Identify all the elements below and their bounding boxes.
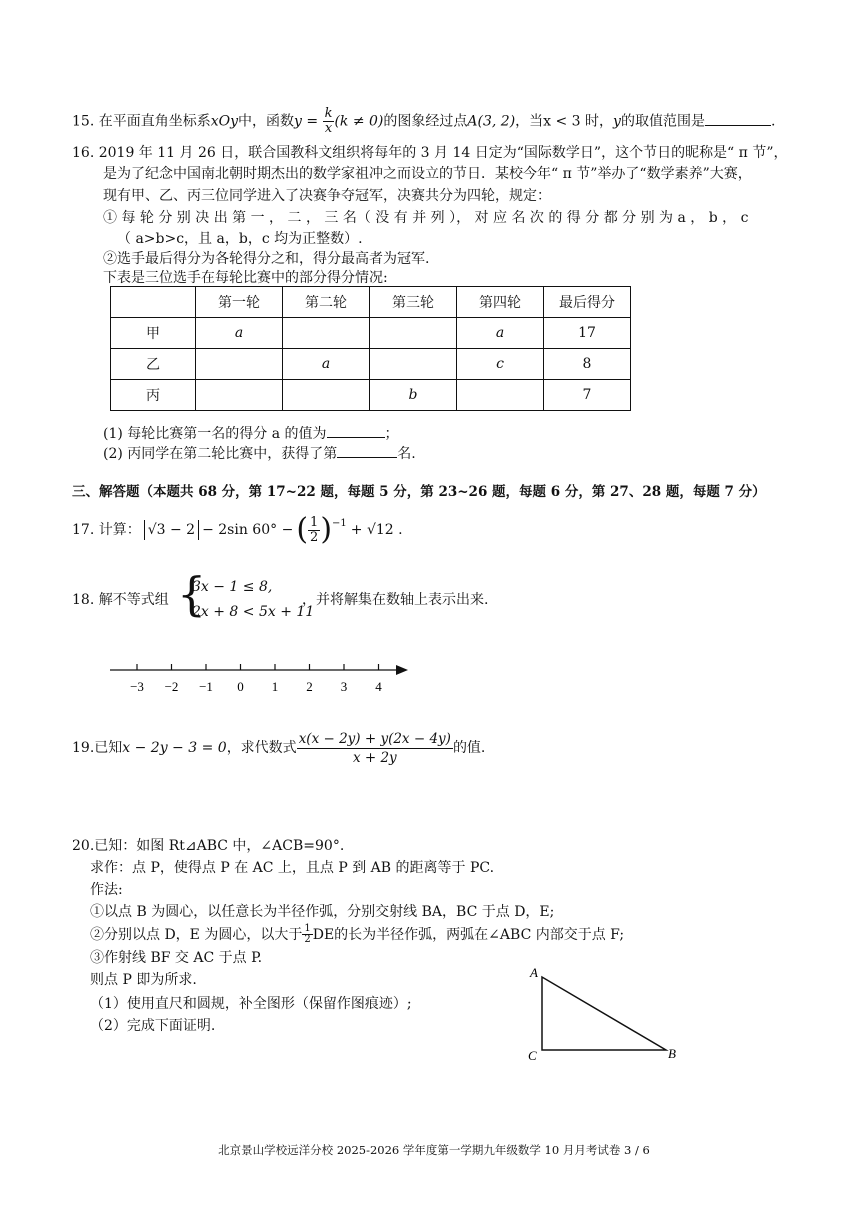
table-row [111,349,631,380]
q16-sub-1-text: (1) 每轮比赛第一名的得分 a 的值为 [103,426,327,442]
q17-mid: − 2sin 60° − [202,522,294,538]
table-cell [196,380,283,411]
table-cell: 7 [544,380,631,411]
q17-exponent: −1 [332,518,347,529]
q15-text-mid: 中，函数 [238,113,295,130]
q20-text-1: 已知：如图 Rt⊿ABC 中，∠ACB=90°. [94,838,345,854]
question-17 [72,514,403,546]
q20-step-2-fraction [302,924,312,945]
q20-step-2-den: 2 [304,934,311,945]
table-cell [370,318,457,349]
table-cell [457,380,544,411]
q17-left-paren: ( [296,512,309,547]
number-line-arrow [396,665,408,675]
q15-answer-blank[interactable] [705,111,771,126]
label-c: C [528,1048,537,1062]
triangle-abc [542,977,666,1050]
q15-func-den: x [324,121,333,136]
table-cell [283,318,370,349]
q16-sub-2-blank[interactable] [337,443,397,458]
q16-sub-2-end: 名. [397,446,416,462]
q19-number: 19. [72,740,95,756]
q16-rule-2: ②选手最后得分为各轮得分之和，得分最高者为冠军. [103,251,430,267]
q17-fraction [308,516,320,545]
q19-post: 的值. [452,740,486,756]
q20-step-2-num: 1 [304,923,311,934]
q17-frac-den: 2 [310,529,319,545]
q20-sub-2: （2）完成下面证明. [90,1018,216,1034]
q16-table-intro: 下表是三位选手在每轮比赛中的部分得分情况: [103,270,388,286]
q17-label: 计算： [98,522,141,538]
q18-ineq-1: 3x − 1 ≤ 8, [192,579,273,595]
table-row [111,380,631,411]
q19-fraction [297,730,453,767]
table-cell: a [457,318,544,349]
section-3-heading: 三、解答题（本题共 68 分，第 17~22 题，每题 5 分，第 23~26 题，每题 6 分，第 27、28 题，每题 7 分） [72,484,766,500]
q20-step-2 [90,924,624,945]
q18-post: ，并将解集在数轴上表示出来. [302,592,489,608]
table-cell [196,349,283,380]
q20-line-3: 作法: [90,882,123,898]
table-cell: c [457,349,544,380]
q15-func-lhs: y = [294,113,319,130]
table-cell: 甲 [111,318,196,349]
table-cell: a [283,349,370,380]
table-cell [283,380,370,411]
q17-number: 17. [72,522,95,538]
q16-rule-1-cont: （ a>b>c，且 a，b，c 均为正整数）. [117,231,363,247]
table-cell [370,349,457,380]
q16-number: 16. [72,145,95,161]
q19-cond: x − 2y − 3 = 0 [122,740,227,756]
q16-line-1 [72,143,787,163]
label-b: B [668,1046,676,1061]
number-line-ticks [130,664,382,694]
q15-coord: xOy [210,113,239,130]
q20-step-1: ①以点 B 为圆心，以任意长为半径作弧，分别交射线 BA，BC 于点 D，E; [90,904,555,920]
table-header-cell: 第三轮 [370,287,457,318]
number-line [100,658,420,700]
table-row [111,318,631,349]
q19-frac-den: x + 2y [352,749,397,766]
q16-sub-1-blank[interactable] [327,423,385,438]
q20-result: 则点 P 即为所求. [90,972,197,988]
q19-pre: 已知 [94,740,123,756]
q16-line-3: 现有甲、乙、丙三位同学进入了决赛争夺冠军，决赛共分为四轮，规定： [103,188,551,204]
q17-right-paren: ) [320,512,333,547]
number-line-tick-label: −3 [130,679,144,694]
q16-rule-1: ① 每 轮 分 别 决 出 第 一 ， 二 ， 三 名（ 没 有 并 列 ）， 对 应 名 次 的 得 分 都 分 别 为 a ， b ， c [103,210,749,226]
q20-line-2: 求作：点 P，使得点 P 在 AC 上，且点 P 到 AB 的距离等于 PC. [90,860,495,876]
q18-label: 解不等式组 [98,592,169,608]
q15-yvar: y [613,113,621,130]
q15-ask: 的取值范围是 [620,113,705,130]
q20-sub-1: （1）使用直尺和圆规，补全图形（保留作图痕迹）; [90,996,412,1012]
q15-text-pre: 在平面直角坐标系 [98,113,211,130]
q16-sub-1-end: ； [384,426,399,442]
q17-tail: + √12 . [350,522,403,538]
table-header-cell: 第一轮 [196,287,283,318]
table-cell: a [196,318,283,349]
q20-step-2-post: DE的长为半径作弧，两弧在∠ABC 内部交于点 F; [312,926,625,943]
number-line-tick-label: −2 [164,679,179,694]
q18-brace: { [177,567,207,621]
q18-number: 18. [72,592,95,608]
q18-number-label [72,590,169,610]
q15-cond: ，当x < 3 时， [515,113,614,130]
table-header-cell [111,287,196,318]
q20-step-3: ③作射线 BF 交 AC 于点 P. [90,950,263,966]
q19-mid: ，求代数式 [226,740,297,756]
q15-func-cond: (k ≠ 0) [334,113,384,130]
table-header-cell: 第四轮 [457,287,544,318]
q16-text-1: 2019 年 11 月 26 日，联合国教科文组织将每年的 3 月 14 日定为“国际数学日”，这个节日的昵称是“ π 节”， [98,145,788,161]
q16-sub-2-text: (2) 丙同学在第二轮比赛中，获得了第 [103,446,338,462]
number-line-tick-label: 1 [271,679,279,694]
q20-number: 20. [72,838,95,854]
q15-number: 15. [72,113,95,130]
q18-ineq-2: 2x + 8 < 5x + 11 [192,604,315,620]
table-header-cell: 第二轮 [283,287,370,318]
table-cell: 8 [544,349,631,380]
table-header-cell: 最后得分 [544,287,631,318]
number-line-tick-label: 4 [375,679,382,694]
label-a: A [530,965,538,980]
q16-sub-2 [103,443,416,464]
question-15 [72,107,775,136]
page-footer: 北京景山学校远洋分校 2025-2026 学年度第一学期九年级数学 10 月月考试卷 3 / 6 [218,1143,650,1157]
score-table [110,286,631,411]
q17-absolute-value [144,520,199,540]
q15-func-num: k [324,106,333,121]
table-cell: 17 [544,318,631,349]
triangle-figure [520,962,690,1062]
q16-line-2: 是为了纪念中国南北朝时期杰出的数学家祖冲之而设立的节日．某校今年“ π 节”举办了“数学素养”大赛， [103,166,752,182]
table-cell: 丙 [111,380,196,411]
question-19 [72,728,485,768]
number-line-tick-label: −1 [199,679,213,694]
q20-step-2-pre: ②分别以点 D，E 为圆心，以大于 [90,926,303,943]
number-line-tick-label: 2 [306,679,313,694]
table-cell: b [370,380,457,411]
table-header-row [111,287,631,318]
number-line-tick-label: 0 [237,679,244,694]
q16-sub-1 [103,423,399,444]
q19-frac-num: x(x − 2y) + y(2x − 4y) [298,730,451,747]
number-line-tick-label: 3 [340,679,348,694]
q15-point: A(3, 2) [467,113,516,130]
q17-frac-num: 1 [310,514,319,530]
q15-end: . [770,113,776,130]
q17-abs-expr: √3 − 2 [147,522,196,538]
q20-line-1 [72,836,344,856]
q15-func-fraction [323,107,335,136]
table-cell: 乙 [111,349,196,380]
q15-text-post: 的图象经过点 [383,113,468,130]
